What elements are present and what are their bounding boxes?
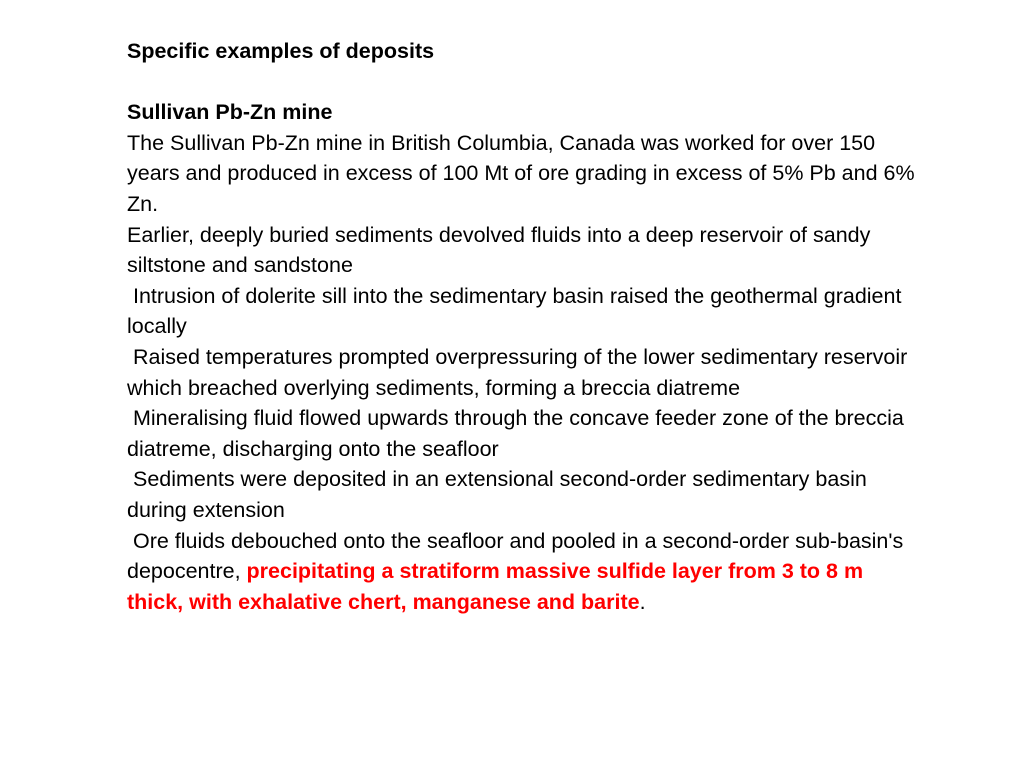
paragraph-intrusion: Intrusion of dolerite sill into the sedimentary basin raised the geothermal gradient locally [127,283,908,339]
paragraph-ore-fluids [127,526,917,618]
ore-fluids-tail: . [639,589,646,614]
paragraph-overpressure: Raised temperatures prompted overpressuring of the lower sedimentary reservoir which breached overlying sediments, forming a breccia diatreme [127,344,914,400]
paragraph-intro: The Sullivan Pb-Zn mine in British Columbia, Canada was worked for over 150 years and produced in excess of 100 Mt of ore grading in excess of 5% Pb and 6% Zn. [127,130,915,216]
paragraph-reservoir: Earlier, deeply buried sediments devolved fluids into a deep reservoir of sandy siltstone and sandstone [127,222,877,278]
ore-fluids-lead: Ore fluids debouched onto the seafloor and pooled in a second-order sub-basin's depocentre, [127,528,910,584]
slide-title: Specific examples of deposits [127,39,435,63]
paragraph-sediments: Sediments were deposited in an extensional second-order sedimentary basin during extension [127,467,873,522]
highlighted-text: precipitating a stratiform massive sulfide layer from 3 to 8 m thick, with exhalative chert, manganese and barite [127,559,870,614]
slide-content [127,36,917,617]
spacer [127,67,917,98]
paragraph-mineralising-fluid: Mineralising fluid flowed upwards through the concave feeder zone of the breccia diatreme, discharging onto the seafloor [127,406,910,461]
section-title: Sullivan Pb-Zn mine [127,100,333,125]
